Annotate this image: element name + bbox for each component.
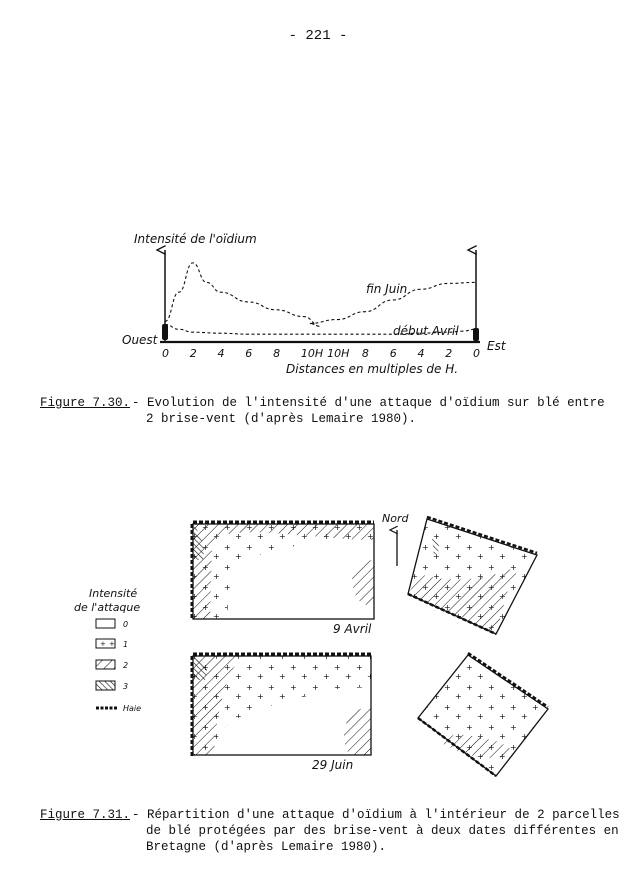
figure-731-caption-line2: de blé protégées par des brise-vent à deux dates différentes en — [146, 824, 619, 838]
figure-731-caption — [40, 807, 620, 854]
plot-9-avril — [192, 522, 374, 620]
windbreak-west — [162, 324, 168, 340]
legend-haie-label: Haie — [123, 704, 142, 713]
legend-item-0: 0 — [123, 620, 129, 629]
date-9-avril: 9 Avril — [333, 622, 372, 636]
series-label-fin-juin: fin Juin — [366, 282, 408, 296]
figure-731-caption-line3: Bretagne (d'après Lemaire 1980). — [146, 840, 387, 854]
rotated-plot-29-juin — [418, 653, 548, 776]
chart-xlabel: Distances en multiples de H. — [286, 362, 459, 376]
chart-left-label: Ouest — [122, 333, 158, 347]
figure-730-caption — [40, 395, 605, 426]
plot-29-juin — [192, 654, 371, 756]
x-tick-label-west: 0 — [162, 347, 169, 360]
legend-title-line1: Intensité — [89, 587, 138, 600]
page-number: - 221 - — [288, 28, 348, 44]
figure-730-caption-line2: 2 brise-vent (d'après Lemaire 1980). — [146, 412, 417, 426]
chart-ylabel: Intensité de l'oïdium — [134, 232, 257, 246]
series-label-debut-avril: début Avril — [393, 324, 459, 338]
x-tick-label-west: 4 — [217, 347, 225, 360]
figure-730-caption-line1: - Evolution de l'intensité d'une attaque d'oïdium sur blé entre — [132, 396, 605, 410]
legend-item-2: 2 — [123, 661, 129, 670]
series-line-fin-juin — [165, 263, 476, 326]
x-tick-label-west: 10H — [300, 347, 324, 360]
x-tick-label-west: 2 — [189, 347, 197, 360]
legend-item-3: 3 — [123, 682, 129, 691]
north-label: Nord — [382, 512, 409, 525]
attack-legend — [74, 587, 141, 713]
x-tick-label-east: 10H — [327, 347, 350, 360]
figure-731-caption-line1: - Répartition d'une attaque d'oïdium à l'intérieur de 2 parcelles — [132, 808, 620, 822]
legend-swatch-2 — [96, 660, 115, 669]
date-29-juin: 29 Juin — [312, 758, 354, 772]
x-tick-label-east: 8 — [361, 347, 369, 360]
figure-731-label: Figure 7.31. — [40, 808, 131, 822]
x-tick-label-east: 2 — [445, 347, 453, 360]
x-tick-label-east: 4 — [417, 347, 425, 360]
rotated-plot-9-avril — [408, 517, 537, 634]
legend-swatch-1 — [96, 639, 115, 648]
x-tick-label-west: 8 — [273, 347, 281, 360]
x-tick-label-west: 6 — [245, 347, 253, 360]
legend-title-line2: de l'attaque — [74, 601, 141, 614]
chart-right-label: Est — [487, 339, 506, 353]
x-tick-label-east: 0 — [473, 347, 480, 360]
figure-730-label: Figure 7.30. — [40, 396, 131, 410]
legend-item-1: 1 — [123, 640, 129, 649]
legend-swatch-3 — [96, 681, 115, 690]
x-tick-label-east: 6 — [389, 347, 397, 360]
legend-swatch-0 — [96, 619, 115, 628]
windbreak-east — [473, 328, 479, 341]
